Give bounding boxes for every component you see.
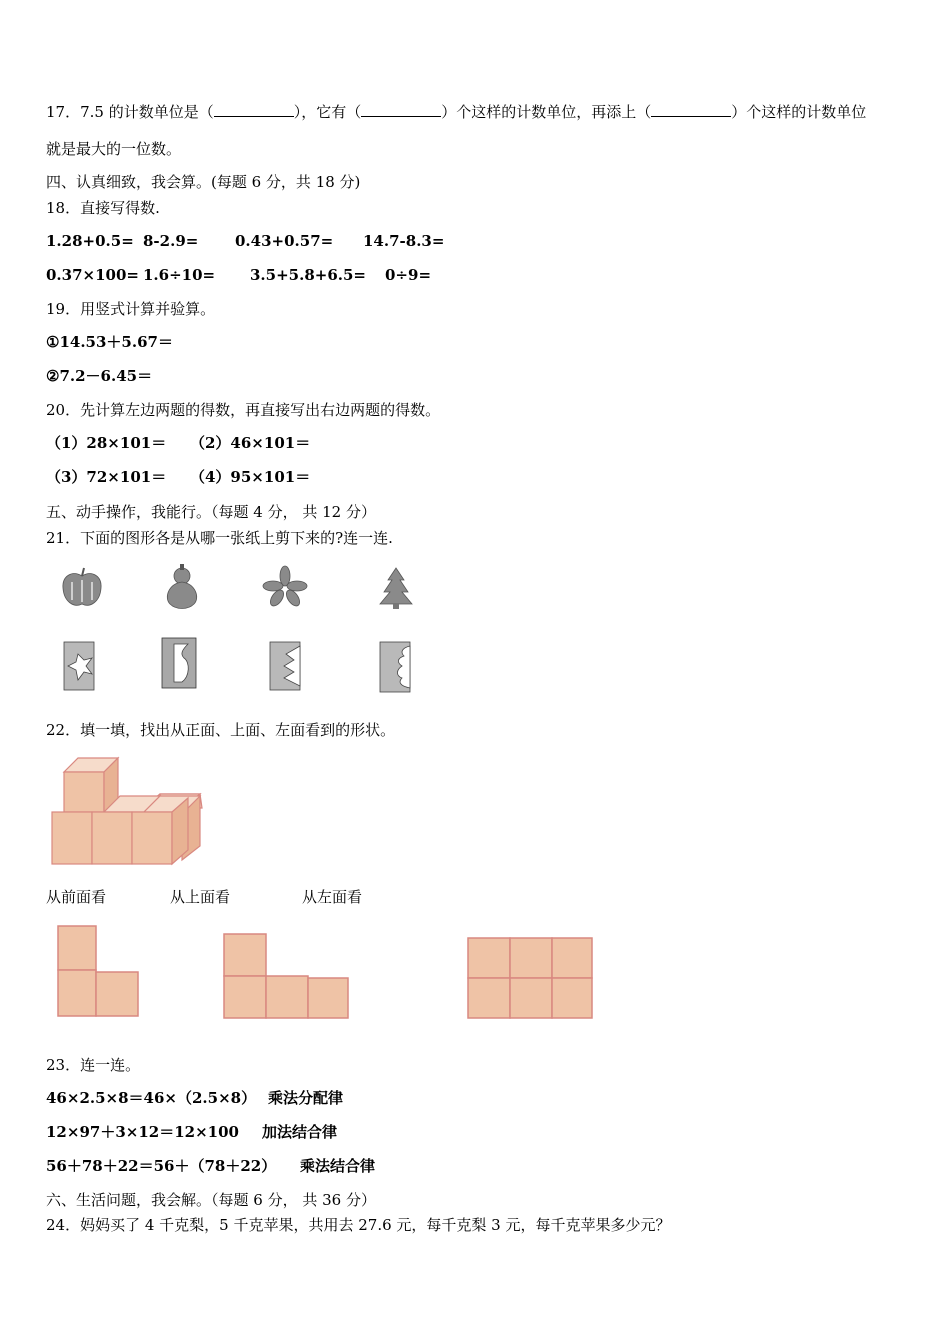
q19-item-2: ②7.2－6.45＝ <box>46 367 153 385</box>
q18-r1-c4: 14.7-8.3= <box>363 232 445 250</box>
view-shape-2[interactable] <box>222 932 354 1022</box>
leaf-shape-icon[interactable] <box>263 566 307 608</box>
q18-r1-c3: 0.43+0.57= <box>235 232 334 250</box>
q23-expr-2[interactable]: 12×97＋3×12＝12×100 <box>46 1123 239 1141</box>
view-label-front: 从前面看 <box>46 888 107 906</box>
q20-title: 20．先计算左边两题的得数，再直接写出右边两题的得数。 <box>46 401 441 419</box>
gourd-shape-icon[interactable] <box>162 564 202 610</box>
view-shape-1[interactable] <box>56 924 146 1020</box>
q20-item-4: （4）95×101＝ <box>190 468 311 486</box>
q17-blank-1[interactable] <box>214 102 294 117</box>
tree-shape-icon[interactable] <box>376 566 416 610</box>
q20-item-1: （1）28×101＝ <box>46 434 167 452</box>
q23-expr-3[interactable]: 56＋78＋22＝56＋（78＋22） <box>46 1157 277 1175</box>
q17-line1: 17．7.5 的计数单位是（ ），它有（ ）个这样的计数单位，再添上（ ）个这样的计数单位 <box>46 103 867 121</box>
q23-law-1[interactable]: 乘法分配律 <box>268 1089 344 1107</box>
view-label-top: 从上面看 <box>170 888 231 906</box>
q20-item-2: （2）46×101＝ <box>190 434 311 452</box>
q18-r2-c4: 0÷9= <box>385 266 432 284</box>
q24-text: 24．妈妈买了 4 千克梨，5 千克苹果，共用去 27.6 元，每千克梨 3 元，每千克苹果多少元？ <box>46 1216 671 1234</box>
q17-line2: 就是最大的一位数。 <box>46 140 182 158</box>
q23-expr-1[interactable]: 46×2.5×8＝46×（2.5×8） <box>46 1089 257 1107</box>
q23-law-3[interactable]: 乘法结合律 <box>300 1157 376 1175</box>
q17-blank-2[interactable] <box>361 102 441 117</box>
q19-item-1: ①14.53＋5.67＝ <box>46 333 173 351</box>
card-3-icon[interactable] <box>268 640 302 692</box>
q18-r2-c2: 1.6÷10= <box>143 266 216 284</box>
q21-title: 21．下面的图形各是从哪一张纸上剪下来的?连一连. <box>46 529 393 547</box>
section4-heading: 四、认真细致，我会算。(每题 6 分，共 18 分) <box>46 173 361 191</box>
section6-heading: 六、生活问题，我会解。（每题 6 分， 共 36 分） <box>46 1191 376 1209</box>
q23-law-2[interactable]: 加法结合律 <box>262 1123 338 1141</box>
card-4-icon[interactable] <box>378 640 412 694</box>
apple-shape-icon[interactable] <box>58 566 106 610</box>
card-2-icon[interactable] <box>160 636 198 690</box>
q17-blank-3[interactable] <box>651 102 731 117</box>
q18-title: 18．直接写得数. <box>46 199 160 217</box>
q22-title: 22．填一填，找出从正面、上面、左面看到的形状。 <box>46 721 396 739</box>
q23-title: 23．连一连。 <box>46 1056 141 1074</box>
section5-heading: 五、动手操作，我能行。（每题 4 分， 共 12 分） <box>46 503 376 521</box>
cube-stack-icon <box>50 756 210 868</box>
q19-title: 19．用竖式计算并验算。 <box>46 300 216 318</box>
q20-item-3: （3）72×101＝ <box>46 468 167 486</box>
q18-r1-c2: 8-2.9= <box>143 232 199 250</box>
view-shape-3[interactable] <box>466 936 596 1022</box>
q18-r1-c1: 1.28+0.5= <box>46 232 134 250</box>
q18-r2-c1: 0.37×100= <box>46 266 139 284</box>
view-label-left: 从左面看 <box>302 888 363 906</box>
q18-r2-c3: 3.5+5.8+6.5= <box>250 266 366 284</box>
card-1-icon[interactable] <box>62 640 96 692</box>
